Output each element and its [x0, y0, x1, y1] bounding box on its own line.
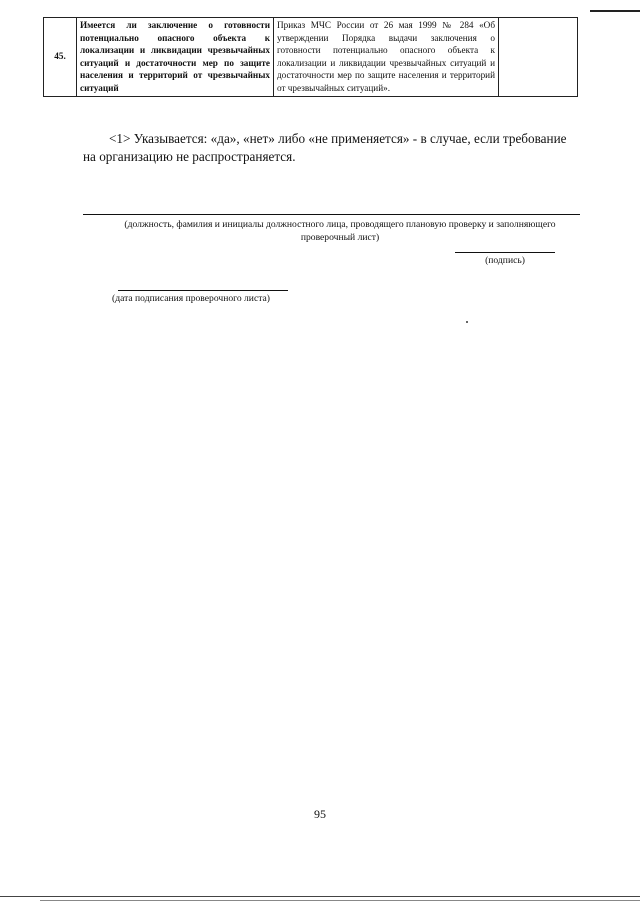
page-number: 95: [314, 807, 326, 821]
scan-edge-mark: [590, 10, 640, 12]
date-line: [118, 290, 288, 291]
signature-caption: (подпись): [485, 255, 525, 266]
scan-speck: [466, 321, 468, 323]
answer-cell: [499, 18, 578, 97]
requirements-table: [43, 17, 578, 97]
question-cell: Имеется ли заключение о готовности потенциально опасного объекта к локализации и ликвидации чрезвычайных ситуаций и достаточности мер по защите населения и территорий от чрезвычайных ситуаций: [77, 18, 274, 97]
table-row: [44, 18, 578, 97]
legal-source-cell: Приказ МЧС России от 26 мая 1999 № 284 «Об утверждении Порядка выдачи заключения о готовности потенциально опасного объекта к локализации и ликвидации чрезвычайных ситуаций и достаточности мер по защите населения и территорий от чрезвычайных ситуаций».: [274, 18, 499, 97]
official-caption: (должность, фамилия и инициалы должностного лица, проводящего плановую проверку и заполняющего проверочный лист): [124, 219, 556, 243]
scan-edge-line: [0, 896, 640, 897]
official-signature-line: [83, 214, 580, 215]
footnote: <1> Указывается: «да», «нет» либо «не применяется» - в случае, если требование на организацию не распространяется.: [83, 131, 567, 164]
date-caption: (дата подписания проверочного листа): [112, 293, 270, 304]
scan-edge-line-2: [40, 900, 640, 901]
signature-line: [455, 252, 555, 253]
row-number: 45.: [44, 18, 77, 97]
